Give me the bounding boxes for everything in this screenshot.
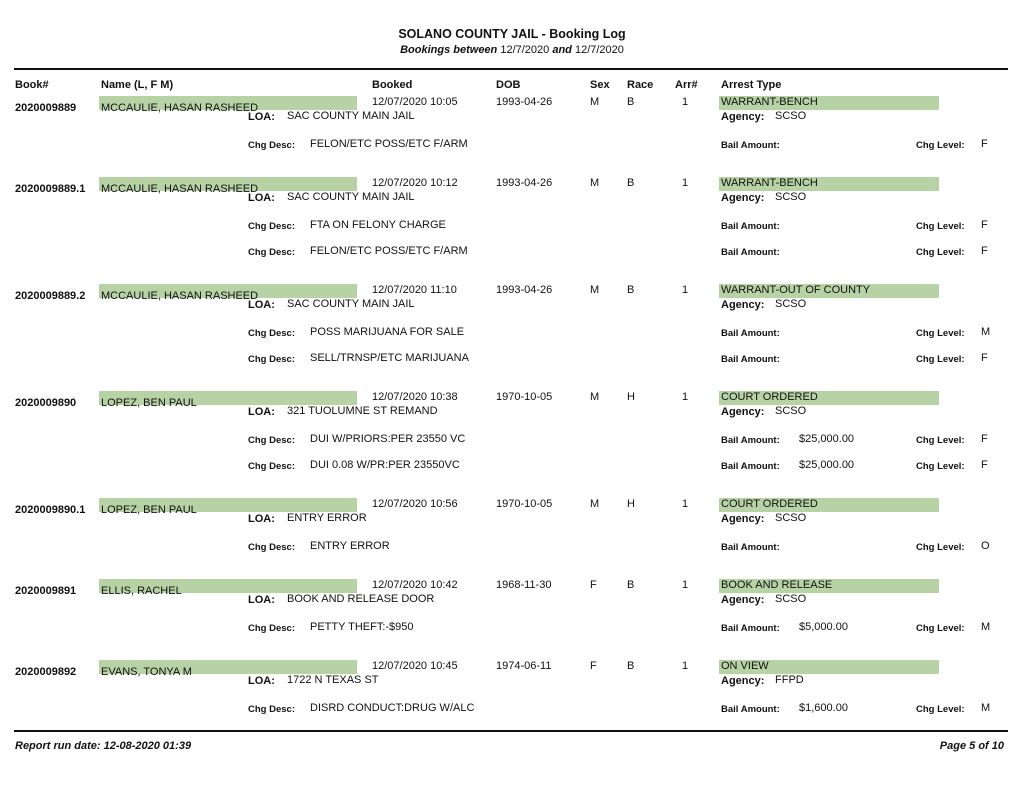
loa-label: LOA: (248, 299, 275, 311)
inmate-name: MCCAULIE, HASAN RASHEED (101, 183, 259, 195)
arrest-type: COURT ORDERED (721, 391, 818, 403)
charge-description: SELL/TRNSP/ETC MARIJUANA (310, 352, 469, 364)
charge-description: DUI 0.08 W/PR:PER 23550VC (310, 459, 460, 471)
bail-amount: $1,600.00 (799, 702, 848, 714)
charge-level-label: Chg Level: (916, 623, 965, 634)
booked-datetime: 12/07/2020 10:42 (372, 579, 458, 591)
charge-desc-label: Chg Desc: (248, 354, 295, 365)
arrest-type: COURT ORDERED (721, 498, 818, 510)
loa-value: 1722 N TEXAS ST (287, 674, 379, 686)
charge-level-label: Chg Level: (916, 542, 965, 553)
bail-amount: $25,000.00 (799, 433, 855, 445)
booking-number: 2020009892 (15, 666, 77, 678)
inmate-name: LOPEZ, BEN PAUL (101, 397, 197, 409)
date-from: 12/7/2020 (500, 44, 550, 56)
col-header-book: Book# (15, 79, 49, 91)
charge-description: FELON/ETC POSS/ETC F/ARM (310, 245, 468, 257)
race-value: B (627, 660, 635, 672)
race-value: B (627, 284, 635, 296)
arrest-count: 1 (682, 284, 689, 296)
loa-label: LOA: (248, 406, 275, 418)
arrest-count: 1 (682, 498, 689, 510)
col-header-sex: Sex (590, 79, 610, 91)
agency-label: Agency: (721, 111, 765, 123)
arrest-type: ON VIEW (721, 660, 769, 672)
sex-value: M (590, 96, 600, 108)
booking-number: 2020009891 (15, 585, 77, 597)
agency-value: SCSO (775, 110, 807, 122)
bail-amount-label: Bail Amount: (721, 328, 780, 339)
footer-rule (14, 730, 1008, 732)
col-header-dob: DOB (496, 79, 521, 91)
charge-level: M (981, 326, 991, 338)
loa-label: LOA: (248, 192, 275, 204)
sex-value: M (590, 498, 600, 510)
date-of-birth: 1993-04-26 (496, 96, 553, 108)
sex-value: F (590, 660, 597, 672)
agency-label: Agency: (721, 675, 765, 687)
date-of-birth: 1974-06-11 (496, 660, 552, 672)
inmate-name: LOPEZ, BEN PAUL (101, 504, 197, 516)
booked-datetime: 12/07/2020 10:56 (372, 498, 458, 510)
bail-amount-label: Bail Amount: (721, 461, 780, 472)
arrest-type: BOOK AND RELEASE (721, 579, 833, 591)
arrest-count: 1 (682, 96, 689, 108)
charge-level: M (981, 702, 991, 714)
page-number: Page 5 of 10 (939, 740, 1004, 752)
charge-level-label: Chg Level: (916, 247, 965, 258)
booked-datetime: 12/07/2020 10:38 (372, 391, 458, 403)
inmate-name: MCCAULIE, HASAN RASHEED (101, 102, 259, 114)
race-value: B (627, 579, 635, 591)
date-to: 12/7/2020 (574, 44, 624, 56)
booking-record (0, 391, 1024, 497)
booked-datetime: 12/07/2020 10:05 (372, 96, 458, 108)
charge-desc-label: Chg Desc: (248, 461, 295, 472)
charge-desc-label: Chg Desc: (248, 328, 295, 339)
report-run-date: Report run date: 12-08-2020 01:39 (15, 740, 192, 752)
bail-amount-label: Bail Amount: (721, 704, 780, 715)
sex-value: M (590, 284, 600, 296)
sex-value: M (590, 391, 600, 403)
bail-amount-label: Bail Amount: (721, 221, 780, 232)
race-value: H (627, 391, 635, 403)
agency-value: SCSO (775, 512, 807, 524)
charge-level-label: Chg Level: (916, 140, 965, 151)
charge-desc-label: Chg Desc: (248, 435, 295, 446)
charge-level: M (981, 621, 991, 633)
bail-amount-label: Bail Amount: (721, 435, 780, 446)
date-of-birth: 1970-10-05 (496, 391, 553, 403)
charge-level-label: Chg Level: (916, 354, 965, 365)
loa-label: LOA: (248, 675, 275, 687)
charge-desc-label: Chg Desc: (248, 704, 295, 715)
charge-description: ENTRY ERROR (310, 540, 390, 552)
booked-datetime: 12/07/2020 11:10 (372, 284, 457, 296)
agency-label: Agency: (721, 513, 765, 525)
loa-value: BOOK AND RELEASE DOOR (287, 593, 435, 605)
charge-level-label: Chg Level: (916, 221, 965, 232)
booking-record (0, 177, 1024, 283)
loa-value: SAC COUNTY MAIN JAIL (287, 110, 415, 122)
agency-label: Agency: (721, 594, 765, 606)
charge-description: DISRD CONDUCT:DRUG W/ALC (310, 702, 475, 714)
loa-label: LOA: (248, 111, 275, 123)
charge-description: PETTY THEFT:-$950 (310, 621, 414, 633)
charge-level: F (981, 433, 988, 445)
date-of-birth: 1993-04-26 (496, 177, 553, 189)
bail-amount-label: Bail Amount: (721, 623, 780, 634)
loa-value: 321 TUOLUMNE ST REMAND (287, 405, 438, 417)
bail-amount: $5,000.00 (799, 621, 848, 633)
bail-amount-label: Bail Amount: (721, 140, 780, 151)
charge-description: DUI W/PRIORS:PER 23550 VC (310, 433, 466, 445)
agency-value: FFPD (775, 674, 804, 686)
report-title: SOLANO COUNTY JAIL - Booking Log (398, 27, 626, 41)
loa-value: SAC COUNTY MAIN JAIL (287, 191, 415, 203)
col-header-name: Name (L, F M) (101, 79, 174, 91)
bail-amount-label: Bail Amount: (721, 354, 780, 365)
date-of-birth: 1993-04-26 (496, 284, 553, 296)
booking-number: 2020009889.1 (15, 183, 86, 195)
col-header-arr: Arr# (675, 79, 698, 91)
arrest-count: 1 (682, 391, 689, 403)
date-of-birth: 1968-11-30 (496, 579, 552, 591)
charge-level-label: Chg Level: (916, 328, 965, 339)
inmate-name: MCCAULIE, HASAN RASHEED (101, 290, 259, 302)
charge-level-label: Chg Level: (916, 435, 965, 446)
loa-value: ENTRY ERROR (287, 512, 367, 524)
charge-desc-label: Chg Desc: (248, 623, 295, 634)
charge-level: F (981, 138, 988, 150)
agency-value: SCSO (775, 593, 807, 605)
arrest-count: 1 (682, 660, 689, 672)
arrest-type: WARRANT-OUT OF COUNTY (721, 284, 871, 296)
arrest-count: 1 (682, 579, 689, 591)
agency-label: Agency: (721, 406, 765, 418)
agency-value: SCSO (775, 405, 807, 417)
loa-label: LOA: (248, 513, 275, 525)
date-of-birth: 1970-10-05 (496, 498, 553, 510)
race-value: H (627, 498, 635, 510)
charge-description: FELON/ETC POSS/ETC F/ARM (310, 138, 468, 150)
booking-number: 2020009890 (15, 397, 77, 409)
booked-datetime: 12/07/2020 10:45 (372, 660, 458, 672)
col-header-arrest-type: Arrest Type (721, 79, 782, 91)
inmate-name: EVANS, TONYA M (101, 666, 192, 678)
booked-datetime: 12/07/2020 10:12 (372, 177, 458, 189)
sex-value: M (590, 177, 600, 189)
booking-number: 2020009890.1 (15, 504, 86, 516)
booking-number: 2020009889 (15, 102, 77, 114)
booking-record (0, 284, 1024, 390)
agency-value: SCSO (775, 298, 807, 310)
col-header-race: Race (627, 79, 654, 91)
agency-label: Agency: (721, 192, 765, 204)
charge-level: F (981, 245, 988, 257)
charge-desc-label: Chg Desc: (248, 542, 295, 553)
booking-number: 2020009889.2 (15, 290, 86, 302)
arrest-type: WARRANT-BENCH (721, 96, 818, 108)
subtitle-prefix: Bookings between (400, 44, 498, 56)
charge-level: F (981, 352, 988, 364)
bail-amount: $25,000.00 (799, 459, 855, 471)
charge-desc-label: Chg Desc: (248, 221, 295, 232)
agency-label: Agency: (721, 299, 765, 311)
agency-value: SCSO (775, 191, 807, 203)
inmate-name: ELLIS, RACHEL (101, 585, 182, 597)
race-value: B (627, 96, 635, 108)
subtitle-and: and (552, 44, 572, 56)
charge-level: F (981, 219, 988, 231)
loa-value: SAC COUNTY MAIN JAIL (287, 298, 415, 310)
col-header-booked: Booked (372, 79, 413, 91)
charge-level-label: Chg Level: (916, 461, 965, 472)
charge-description: FTA ON FELONY CHARGE (310, 219, 446, 231)
loa-label: LOA: (248, 594, 275, 606)
charge-desc-label: Chg Desc: (248, 140, 295, 151)
sex-value: F (590, 579, 597, 591)
charge-desc-label: Chg Desc: (248, 247, 295, 258)
bail-amount-label: Bail Amount: (721, 542, 780, 553)
arrest-count: 1 (682, 177, 689, 189)
charge-level-label: Chg Level: (916, 704, 965, 715)
race-value: B (627, 177, 635, 189)
arrest-type: WARRANT-BENCH (721, 177, 818, 189)
charge-description: POSS MARIJUANA FOR SALE (310, 326, 465, 338)
bail-amount-label: Bail Amount: (721, 247, 780, 258)
charge-level: O (981, 540, 990, 552)
charge-level: F (981, 459, 988, 471)
